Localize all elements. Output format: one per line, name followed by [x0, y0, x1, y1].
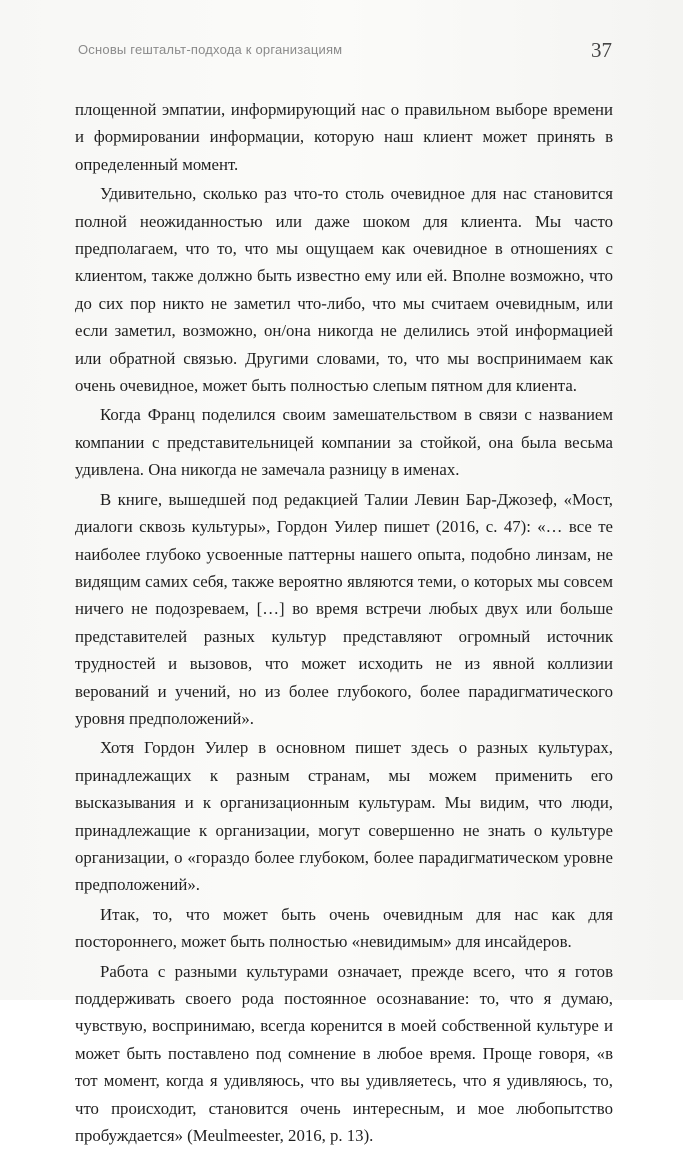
paragraph-1: площенной эмпатии, информирующий нас о правильном выборе времени и формировании информации, которую наш клиент может принять в определенный момент. [75, 100, 613, 174]
running-header [78, 38, 618, 62]
paragraph-7: Работа с разными культурами означает, прежде всего, что я готов поддерживать своего рода постоянное осознавание: то, что я думаю, чувствую, воспринимаю, всегда коренится в моей собственной культуре и может быть поставлено под сомнение в любое время. Проще говоря, «в тот момент, когда я удивляюсь, что вы удивляетесь, что я удивляюсь, то, что происходит, становится очень интересным, и мое любопытство пробуждается» (Meulmeester, 2016, p. 13). [75, 961, 613, 1146]
paragraph-4: В книге, вышедшей под редакцией Талии Левин Бар-Джозеф, «Мост, диалоги сквозь культуры», Гордон Уилер пишет (2016, с. 47): «… все те наиболее глубоко усвоенные паттерны нашего опыта, подобно линзам, не видящим самих себя, также вероятно являются теми, о которых мы совсем ничего не подозреваем, […] во время встречи любых двух или больше представителей разных культур представляют огромный источник трудностей и вызовов, что может исходить не из явной коллизии верований и учений, но из более глубокого, более парадигматического уровня предположений». [75, 489, 613, 728]
running-header-title: Основы гештальт-подхода к организациям [78, 42, 343, 57]
paragraph-3: Когда Франц поделился своим замешательством в связи с названием компании с представительницей компании за стойкой, она была весьма удивлена. Она никогда не замечала разницу в именах. [75, 405, 613, 480]
page-number: 37 [591, 38, 612, 62]
body-text [75, 96, 613, 1151]
paragraph-5: Хотя Гордон Уилер в основном пишет здесь о разных культурах, принадлежащих к разным странам, мы можем применить его высказывания и к организационным культурам. Мы видим, что люди, принадлежащие к организации, могут совершенно не знать о культуре организации, о «гораздо более глубоком, более парадигматическом уровне предположений». [75, 738, 613, 895]
paragraph-2: Удивительно, сколько раз что-то столь очевидное для нас становится полной неожиданностью или даже шоком для клиента. Мы часто предполагаем, что то, что мы ощущаем как очевидное в отношениях с клиентом, также должно быть известно ему или ей. Вполне возможно, что до сих пор никто не заметил что-либо, что мы считаем очевидным, или если заметил, возможно, он/она никогда не делились этой информацией или обратной связью. Другими словами, то, что мы воспринимаем как очень очевидное, может быть полностью слепым пятном для клиента. [75, 184, 613, 396]
paragraph-6: Итак, то, что может быть очень очевидным для нас как для постороннего, может быть полностью «невидимым» для инсайдеров. [75, 904, 613, 952]
